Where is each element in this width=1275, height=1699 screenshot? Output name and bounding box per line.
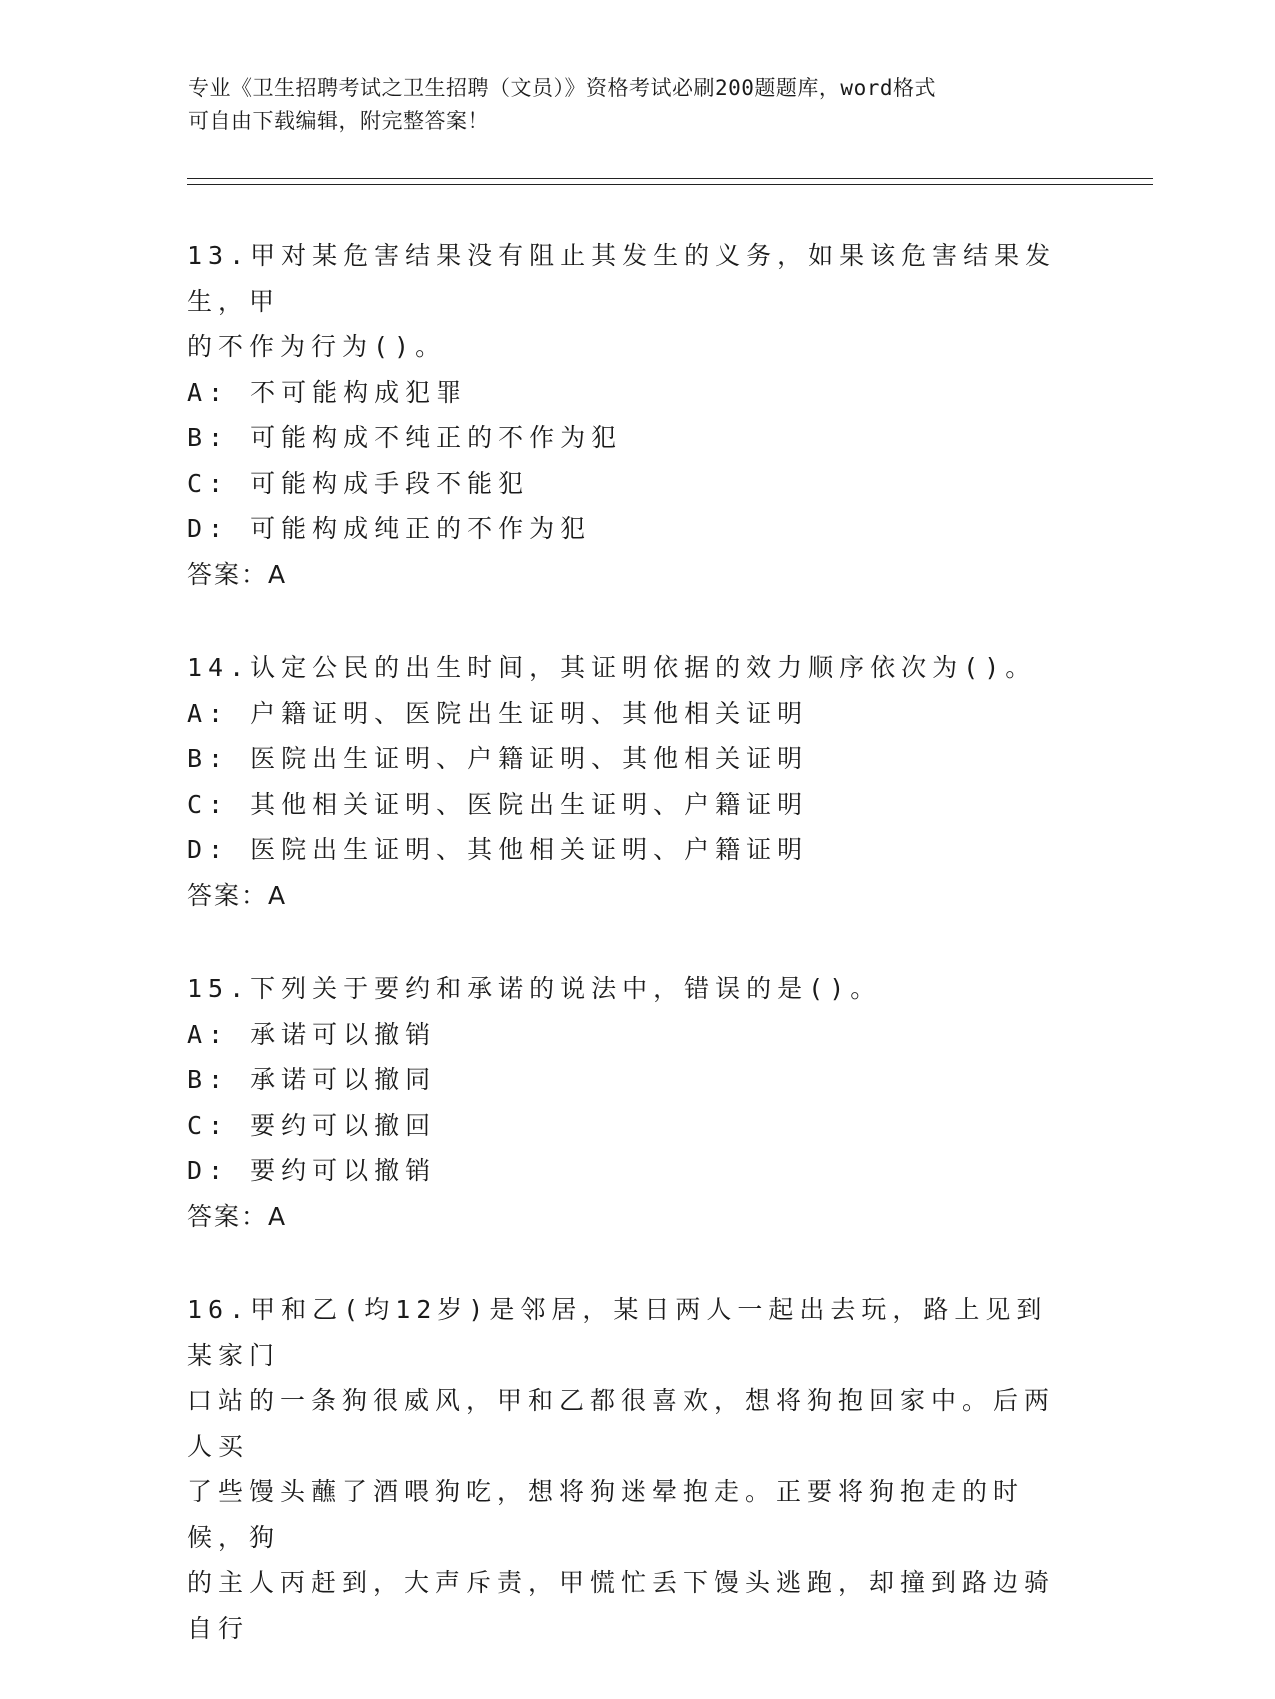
question-stem-line: 16.甲和乙(均12岁)是邻居，某日两人一起出去玩，路上见到某家门 — [187, 1295, 1048, 1370]
question-15 — [187, 966, 1077, 1239]
answer-line: 答案：A — [187, 880, 288, 910]
question-13 — [187, 233, 1077, 597]
question-stem-line: 13.甲对某危害结果没有阻止其发生的义务，如果该危害结果发生，甲 — [187, 241, 1057, 316]
option-a: A: 不可能构成犯罪 — [187, 377, 468, 407]
option-b: B: 医院出生证明、户籍证明、其他相关证明 — [187, 744, 809, 773]
option-c: C: 要约可以撤回 — [187, 1110, 437, 1140]
header-divider-top — [187, 178, 1153, 179]
question-14 — [187, 645, 1077, 918]
option-a: A: 户籍证明、医院出生证明、其他相关证明 — [187, 698, 809, 728]
document-header — [188, 72, 1068, 138]
question-stem-line: 的不作为行为()。 — [187, 332, 447, 361]
option-c: C: 其他相关证明、医院出生证明、户籍证明 — [187, 789, 809, 819]
question-stem-line: 15.下列关于要约和承诺的说法中，错误的是()。 — [187, 974, 882, 1003]
option-d: D: 医院出生证明、其他相关证明、户籍证明 — [187, 835, 809, 864]
header-divider-bottom — [187, 184, 1153, 185]
question-stem-line: 了些馒头蘸了酒喂狗吃，想将狗迷晕抱走。正要将狗抱走的时候，狗 — [187, 1477, 1025, 1552]
answer-line: 答案：A — [187, 1201, 288, 1231]
question-16 — [187, 1287, 1077, 1651]
option-b: B: 承诺可以撤同 — [187, 1065, 437, 1094]
option-a: A: 承诺可以撤销 — [187, 1019, 437, 1049]
header-line-1: 专业《卫生招聘考试之卫生招聘（文员）》资格考试必刷200题题库，word格式 — [188, 76, 936, 100]
option-b: B: 可能构成不纯正的不作为犯 — [187, 423, 623, 452]
option-c: C: 可能构成手段不能犯 — [187, 468, 530, 498]
header-line-2: 可自由下载编辑，附完整答案！ — [188, 109, 489, 133]
answer-line: 答案：A — [187, 559, 288, 589]
question-stem-line: 口站的一条狗很威风，甲和乙都很喜欢，想将狗抱回家中。后两人买 — [187, 1386, 1056, 1461]
option-d: D: 可能构成纯正的不作为犯 — [187, 514, 592, 543]
option-d: D: 要约可以撤销 — [187, 1156, 437, 1185]
question-list — [187, 233, 1077, 1699]
question-stem-line: 14.认定公民的出生时间，其证明依据的效力顺序依次为()。 — [187, 653, 1037, 682]
question-stem-line: 的主人丙赶到，大声斥责，甲慌忙丢下馒头逃跑，却撞到路边骑自行 — [187, 1568, 1056, 1643]
